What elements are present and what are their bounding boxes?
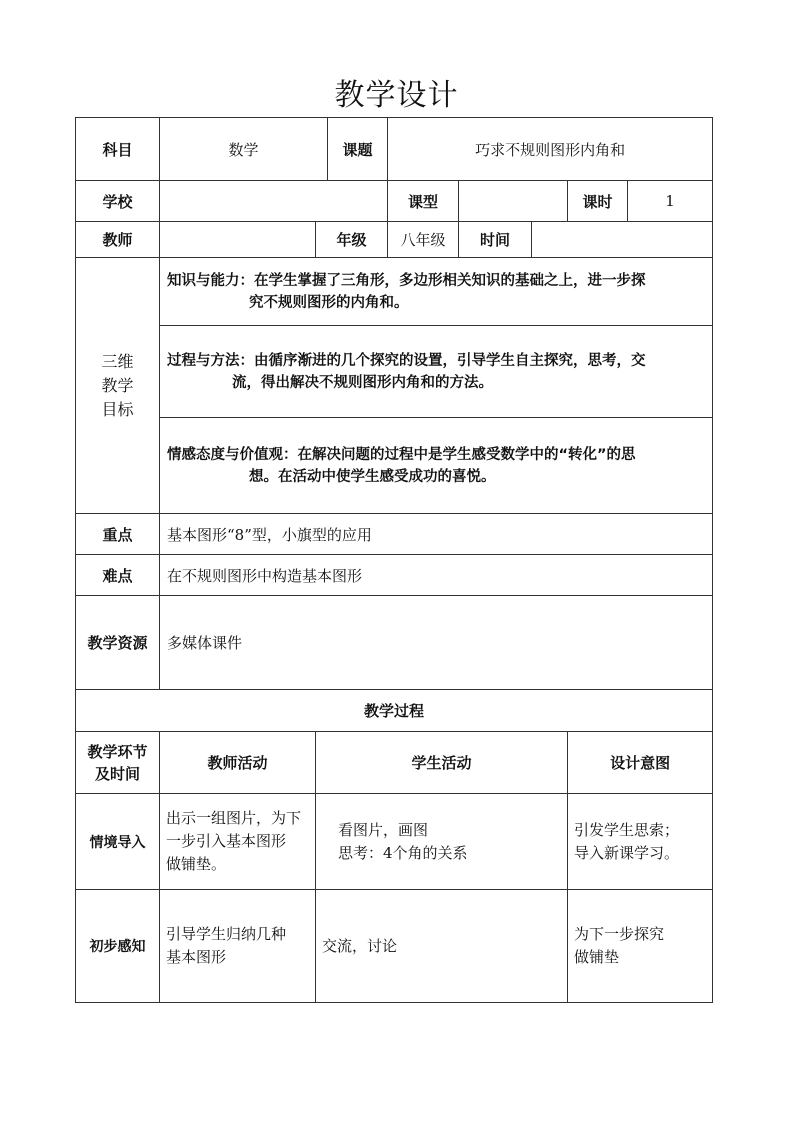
process-design-intent: [568, 890, 713, 1003]
teacher-activity-header: 教师活动: [160, 732, 316, 794]
row-process-headers: [76, 732, 713, 794]
process-student-activity: [316, 890, 568, 1003]
text-line: 基本图形: [166, 948, 227, 966]
grade-value: 八年级: [388, 222, 459, 258]
goal-knowledge-line: 究不规则图形的内角和。: [249, 294, 409, 311]
document-title: 教学设计: [334, 78, 459, 113]
process-teacher-activity: [160, 890, 316, 1003]
subject-value: 数学: [160, 118, 328, 181]
row-difficulty: [76, 555, 713, 596]
row-subject: [76, 118, 713, 181]
hours-value: 1: [628, 181, 713, 222]
row-teacher: [76, 222, 713, 258]
stage-header: [76, 732, 160, 794]
student-activity-header: 学生活动: [316, 732, 568, 794]
topic-label: 课题: [328, 118, 388, 181]
resources-label: 教学资源: [76, 596, 160, 690]
topic-value: 巧求不规则图形内角和: [388, 118, 713, 181]
text-line: 思考：4个角的关系: [338, 843, 468, 862]
goal-knowledge-line: 知识与能力：在学生掌握了三角形，多边形相关知识的基础之上，进一步探: [167, 272, 646, 289]
process-teacher-activity: [160, 794, 316, 890]
row-goal-process: [76, 326, 713, 418]
row-goal-emotion: [76, 418, 713, 514]
row-school: [76, 181, 713, 222]
text-line: 一步引入基本图形: [166, 832, 287, 850]
key-point-text: 基本图形“8”型，小旗型的应用: [160, 514, 713, 555]
resources-text: 多媒体课件: [160, 596, 713, 690]
goal-emotion-line: 情感态度与价值观：在解决问题的过程中是学生感受数学中的“转化”的思: [167, 446, 636, 463]
goal-emotion-line: 想。在活动中使学生感受成功的喜悦。: [249, 468, 496, 485]
goals-label: [76, 258, 160, 514]
teacher-label: 教师: [76, 222, 160, 258]
row-key-point: [76, 514, 713, 555]
text-line: 做铺垫。: [166, 855, 227, 873]
school-label: 学校: [76, 181, 160, 222]
difficulty-label: 难点: [76, 555, 160, 596]
goal-knowledge: [160, 258, 713, 326]
type-value: [459, 181, 568, 222]
hours-label: 课时: [568, 181, 628, 222]
row-resources: [76, 596, 713, 690]
process-student-activity: [316, 794, 568, 890]
text-line: 导入新课学习。: [574, 843, 680, 862]
process-design-intent: [568, 794, 713, 890]
goal-process-line: 流，得出解决不规则图形内角和的方法。: [232, 374, 493, 391]
text-line: 出示一组图片，为下: [166, 809, 302, 827]
goal-process-line: 过程与方法：由循序渐进的几个探究的设置，引导学生自主探究，思考，交: [167, 352, 646, 369]
process-stage: 情境导入: [76, 794, 160, 890]
key-point-label: 重点: [76, 514, 160, 555]
goals-label-line: 目标: [101, 399, 134, 419]
time-value: [532, 222, 713, 258]
grade-label: 年级: [316, 222, 388, 258]
text-line: 交流，讨论: [322, 936, 398, 955]
goals-label-line: 三维: [101, 351, 134, 371]
school-value: [160, 181, 388, 222]
process-row: [76, 794, 713, 890]
type-label: 课型: [388, 181, 459, 222]
goals-label-line: 教学: [101, 375, 134, 395]
goal-emotion: [160, 418, 713, 514]
text-line: 看图片，画图: [338, 820, 429, 839]
process-stage: 初步感知: [76, 890, 160, 1003]
process-title: 教学过程: [76, 690, 713, 732]
process-row: [76, 890, 713, 1003]
goal-process: [160, 326, 713, 418]
row-process-title: [76, 690, 713, 732]
text-line: 引发学生思索；: [574, 820, 680, 839]
subject-label: 科目: [76, 118, 160, 181]
row-goal-knowledge: [76, 258, 713, 326]
text-line: 引导学生归纳几种: [166, 925, 287, 943]
stage-header-line: 教学环节: [87, 742, 148, 761]
lesson-plan-table: [75, 117, 713, 1003]
stage-header-line: 及时间: [94, 764, 140, 783]
text-line: 为下一步探究: [574, 925, 665, 943]
teacher-value: [160, 222, 316, 258]
time-label: 时间: [459, 222, 532, 258]
difficulty-text: 在不规则图形中构造基本图形: [160, 555, 713, 596]
design-intent-header: 设计意图: [568, 732, 713, 794]
text-line: 做铺垫: [574, 948, 620, 966]
